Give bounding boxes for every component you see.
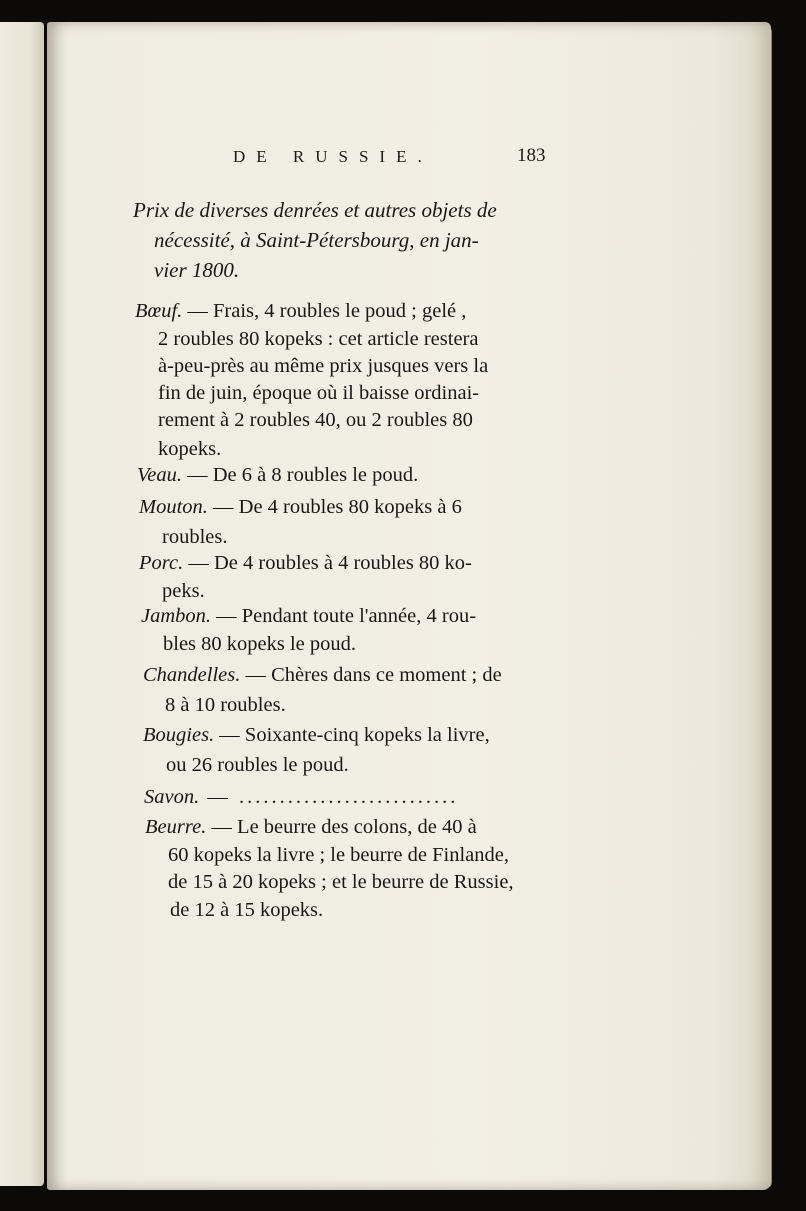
entry-line: à-peu-près au même prix jusques vers la (158, 355, 489, 377)
entry-line: ou 26 roubles le poud. (166, 754, 349, 776)
entry-line: peks. (162, 580, 205, 602)
entry-line: 60 kopeks la livre ; le beurre de Finlande, (168, 844, 509, 866)
entry-text: — De 4 roubles 80 kopeks à 6 (207, 496, 462, 518)
entry-term: Bœuf. (135, 300, 183, 322)
entry-line (143, 664, 502, 687)
entry-line (137, 464, 418, 487)
previous-page-edge (0, 22, 44, 1186)
entry-line: 2 roubles 80 kopeks : cet article restera (158, 328, 479, 350)
entry-line (139, 496, 462, 519)
entry-line: 8 à 10 roubles. (165, 694, 286, 716)
entry-term: Jambon. (141, 605, 212, 627)
entry-text: — Soixante-cinq kopeks la livre, (214, 724, 490, 746)
entry-line: fin de juin, époque où il baisse ordinai- (158, 382, 480, 404)
entry-text: — De 4 roubles à 4 roubles 80 ko- (183, 552, 472, 574)
entry-text: — Chères dans ce moment ; de (240, 664, 502, 686)
entry-line (144, 786, 458, 809)
entry-text: — Le beurre des colons, de 40 à (206, 816, 477, 838)
entry-term: Beurre. (145, 816, 207, 838)
entry-line (135, 300, 466, 323)
entry-line: de 12 à 15 kopeks. (170, 899, 324, 921)
entry-line (143, 724, 490, 747)
entry-line (145, 816, 477, 839)
entry-term: Mouton. (139, 496, 208, 518)
entry-line: bles 80 kopeks le poud. (163, 633, 357, 655)
entry-term: Savon. (144, 786, 200, 808)
entry-line: rement à 2 roubles 40, ou 2 roubles 80 (158, 409, 473, 431)
entry-text: — Frais, 4 roubles le poud ; gelé , (182, 300, 467, 322)
entry-term: Chandelles. (143, 664, 241, 686)
entry-line: kopeks. (158, 438, 222, 460)
entry-term: Bougies. (143, 724, 215, 746)
entry-text: — De 6 à 8 roubles le poud. (181, 464, 419, 486)
entry-line: roubles. (162, 526, 228, 548)
entry-term: Veau. (137, 464, 182, 486)
title-line: Prix de diverses denrées et autres objets de (133, 198, 497, 222)
entry-text: — ........................... (199, 786, 459, 808)
page-number: 183 (517, 145, 546, 166)
entry-text: — Pendant toute l'année, 4 rou- (211, 605, 477, 627)
entry-line (141, 605, 476, 628)
title-line: nécessité, à Saint-Pétersbourg, en jan- (154, 228, 479, 252)
entry-line: de 15 à 20 kopeks ; et le beurre de Russie, (168, 871, 514, 893)
running-head: DE RUSSIE. (233, 147, 433, 166)
title-line: vier 1800. (154, 258, 240, 282)
entry-term: Porc. (139, 552, 184, 574)
entry-line (139, 552, 472, 575)
